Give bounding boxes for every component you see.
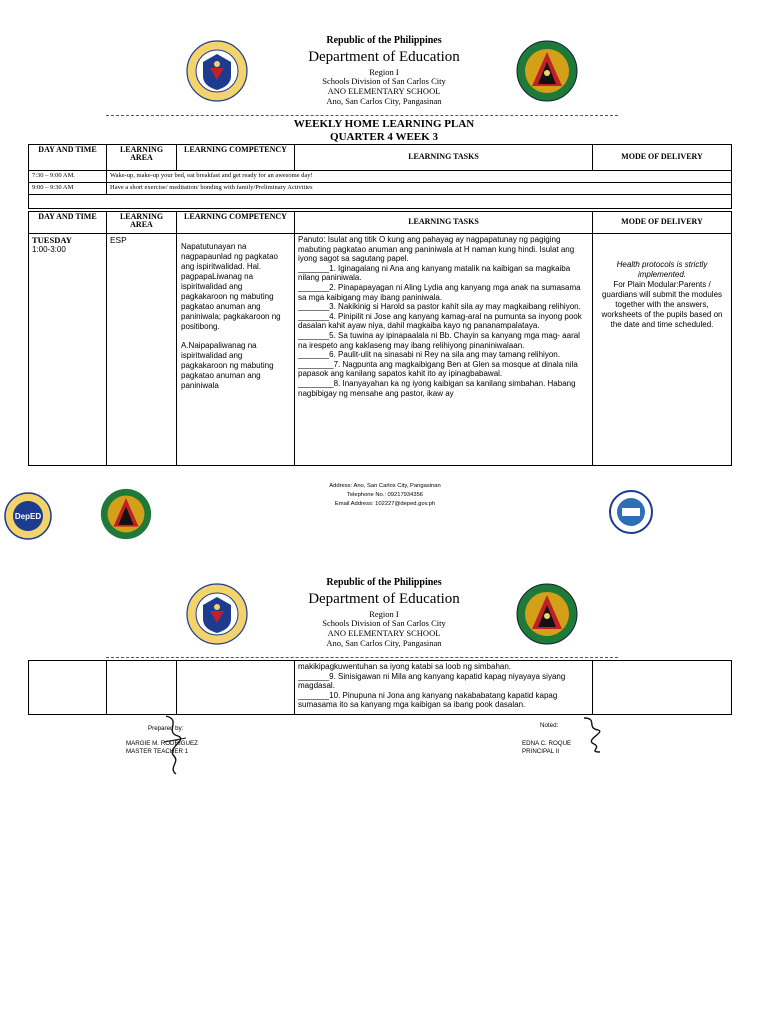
col-mode: MODE OF DELIVERY: [593, 145, 732, 171]
continuation-row: [29, 661, 732, 715]
schedule-header-row: [29, 145, 732, 171]
tasks-cell: [295, 234, 593, 466]
schedule-table: [28, 144, 732, 209]
task-item: ________8. Inanyayahan ka ng iyong kaibigan sa kanilang simbahan. Habang nagbibigay ng mensahe ang pastor, ikaw ay: [298, 378, 576, 398]
prepared-name: MARGIE M. RODRIGUEZ: [126, 740, 198, 747]
schedule-row: [29, 171, 732, 183]
schedule-time: 9:00 – 9:30 AM: [29, 183, 107, 195]
schedule-spacer-row: [29, 195, 732, 209]
footer-telephone: Telephone No.: 09217934356: [346, 492, 424, 498]
task-instructions: Panuto: Isulat ang titik O kung ang pahayag ay nagpapatunay ng pagiging mabuting pagkatao anuman ang paniniwala at H naman kung hindi. Isulat ang iyong sagot sa sagutang papel.: [298, 235, 575, 264]
task-item: _______10. Pinupuna ni Jona ang kanyang nakababatang kapatid kapag sumasama ito sa kanyang mga kaibigan sa ibang pook dasalan.: [298, 690, 558, 710]
noted-title: PRINCIPAL II: [522, 748, 560, 755]
plan-title: WEEKLY HOME LEARNING PLAN: [293, 118, 475, 130]
header-divider: [106, 657, 618, 658]
task-item: _______6. Paulit-ulit na sinasabi ni Rey na sila ang may tamang relihiyon.: [298, 350, 560, 360]
footer-address: Address: Ano, San Carlos City, Pangasinan: [329, 483, 441, 489]
task-item: _______3. Nakikinig si Harold sa pastor kahit sila ay may magkaibang relihiyon.: [298, 302, 581, 312]
lesson-header-row: [29, 212, 732, 234]
certification-logo-icon: [608, 489, 654, 535]
col-competency: LEARNING COMPETENCY: [177, 145, 295, 171]
task-item: _______4. Pinipilit ni Jose ang kanyang kamag-aral na pumunta sa inyong pook dasalan kahit ayaw niya, dahil magkaiba kayo ng pananampalataya.: [298, 311, 582, 331]
lesson-row: [29, 234, 732, 466]
header-divider: [106, 115, 618, 116]
republic-text: Republic of the Philippines: [326, 35, 442, 46]
mode-plain-modular: For Plain Modular:Parents / guardians will submit the modules together with the answers, worksheets of the pupils based on the date and time scheduled.: [601, 280, 723, 329]
task-item: ________7. Nagpunta ang magkaibigang Ben at Glen sa mosque at dinala nila papasok ang kanilang sapatos kahit ito ay ipinagbabawal.: [298, 359, 578, 379]
competency-objective: A.Naipapaliwanag na ispiritwalidad ang pagkakaroon ng mabuting pagkatao anuman ang paniniwala: [181, 341, 274, 390]
school-seal-icon: [100, 488, 152, 540]
task-item: _______5. Sa tuwina ay ipinapaalala ni Bb. Chayin sa kanyang mga mag- aaral na irespeto ang kaklaseng may ibang relihiyong pinaniniwalaan.: [298, 330, 580, 350]
division-text: Schools Division of San Carlos City: [322, 76, 446, 86]
task-item: makikipagkuwentuhan sa iyong katabi sa loob ng simbahan.: [298, 662, 512, 671]
competency-cell: [177, 234, 295, 466]
signature-icon: [578, 714, 608, 754]
task-item: _______1. Iginagalang ni Ana ang kanyang matalik na kaibigan sa magkaiba nilang paniniwala.: [298, 263, 571, 283]
time-label: 1:00-3:00: [32, 245, 66, 254]
day-cell: [29, 234, 107, 466]
task-item: _______9. Sinisigawan ni Mila ang kanyang kapatid kapag niyayaya siyang magdasal.: [298, 671, 566, 691]
schedule-activity: Wake-up, make-up your bed, eat breakfast and get ready for an awesome day!: [107, 171, 732, 183]
mode-cell: [593, 234, 732, 466]
department-title: Department of Education: [308, 591, 460, 607]
col-mode: MODE OF DELIVERY: [593, 212, 732, 234]
region-text: Region I: [369, 67, 399, 77]
mode-health-protocol: Health protocols is strictly implemented.: [616, 260, 708, 279]
department-title: Department of Education: [308, 49, 460, 65]
col-area: LEARNING AREA: [107, 212, 177, 234]
republic-text: Republic of the Philippines: [326, 577, 442, 588]
school-name: ANO ELEMENTARY SCHOOL: [327, 628, 441, 638]
noted-label: Noted:: [540, 722, 559, 729]
day-label: TUESDAY: [32, 235, 72, 245]
region-text: Region I: [369, 609, 399, 619]
col-day: DAY AND TIME: [29, 212, 107, 234]
col-day: DAY AND TIME: [29, 145, 107, 171]
prepared-title: MASTER TEACHER 1: [126, 748, 189, 755]
tasks-cell: [295, 661, 593, 715]
schedule-time: 7:30 – 9:00 AM.: [29, 171, 107, 183]
task-item: _______2. Pinapapayagan ni Aling Lydia ang kanyang mga anak na sumasama sa mga kaibigang may ibang paniniwala.: [298, 282, 581, 302]
schedule-row: [29, 183, 732, 195]
lesson-table: [28, 211, 732, 466]
col-area: LEARNING AREA: [107, 145, 177, 171]
division-text: Schools Division of San Carlos City: [322, 618, 446, 628]
competency-text: Napatutunayan na nagpapaunlad ng pagkatao ang ispiritwalidad. Hal. pagpapaLiwanag na ispiritwalidad ang pagkakaroon ng mabuting pagkatao anuman ang paniniwala; pagkakaroon ng positibong.: [181, 242, 281, 331]
col-tasks: LEARNING TASKS: [295, 212, 593, 234]
continuation-table: [28, 660, 732, 715]
schedule-activity: Have a short exercise/ meditation/ bonding with family/Preliminary Activities: [107, 183, 732, 195]
footer-email: Email Address: 102227@deped.gov.ph: [334, 501, 436, 507]
school-address: Ano, San Carlos City, Pangasinan: [326, 638, 442, 648]
prepared-label: Prepared by:: [148, 725, 184, 732]
deped-logo-text: DepED: [14, 512, 42, 521]
school-address: Ano, San Carlos City, Pangasinan: [326, 96, 442, 106]
deped-logo-icon: [4, 492, 52, 540]
col-competency: LEARNING COMPETENCY: [177, 212, 295, 234]
plan-quarter: QUARTER 4 WEEK 3: [330, 131, 438, 143]
col-tasks: LEARNING TASKS: [295, 145, 593, 171]
noted-name: EDNA C. ROQUE: [522, 740, 572, 747]
area-cell: ESP: [107, 234, 177, 466]
school-name: ANO ELEMENTARY SCHOOL: [327, 86, 441, 96]
